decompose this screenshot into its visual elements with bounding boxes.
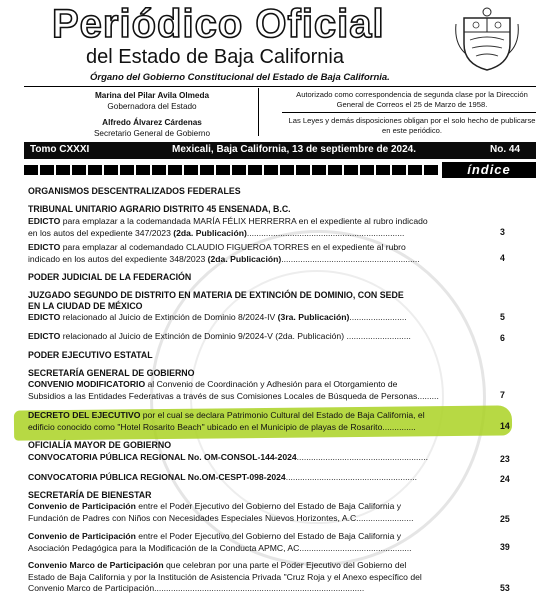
authorization-note: Autorizado como correspondencia de segunda clase por la Dirección General de Correos el 25 de Marzo de 1958. bbox=[296, 90, 528, 109]
issue-bar bbox=[24, 142, 536, 159]
issue-place-date: Mexicali, Baja California, 13 de septiembre de 2024. bbox=[172, 144, 416, 155]
page-number: 3 bbox=[500, 227, 505, 237]
list-item[interactable]: EDICTO para emplazar al codemandado CLAUDIO FIGUEROA TORRES en el expediente al rubro indicado en los autos del expediente 348/2023 (2da. Publicación).......................................................... bbox=[28, 242, 420, 264]
page-number: 24 bbox=[500, 474, 510, 484]
list-item[interactable]: Convenio de Participación entre el Poder Ejecutivo del Gobierno del Estado de Baja California y Fundación de Padres con Niños con Necesidades Especiales Nuevos Horizontes, A.C........................ bbox=[28, 501, 414, 523]
indice-label: índice bbox=[442, 162, 536, 178]
list-item[interactable]: EDICTO relacionado al Juicio de Extinción de Dominio 9/2024-V (2da. Publicación) ........................... bbox=[28, 331, 411, 341]
list-item-highlighted[interactable]: DECRETO DEL EJECUTIVO por el cual se declara Patrimonio Cultural del Estado de Baja California, el edificio conocido como "Hotel Rosarito Beach" ubicado en el Municipio de playas de Rosarito.............. bbox=[28, 410, 425, 432]
state-seal-icon bbox=[452, 4, 522, 74]
list-item[interactable]: CONVOCATORIA PÚBLICA REGIONAL No.OM-CESPT-098-2024....................................................... bbox=[28, 472, 418, 482]
officials-left bbox=[24, 86, 280, 139]
list-item[interactable]: Convenio Marco de Participación que celebran por una parte el Poder Ejecutivo del Gobierno del Estado de Baja California y por la Institución de Asistencia Privada "Cruz Roja y el Anexo específico del Convenio Marco de Participación........................................................................................ bbox=[28, 560, 422, 593]
page-number: 6 bbox=[500, 333, 505, 343]
entity-heading: OFICIALÍA MAYOR DE GOBIERNO bbox=[28, 440, 172, 450]
laws-note: Las Leyes y demás disposiciones obligan por el solo hecho de publicarse en este periódico. bbox=[288, 116, 536, 135]
page-number: 7 bbox=[500, 390, 505, 400]
page-number: 4 bbox=[500, 253, 505, 263]
indice-stripes bbox=[24, 165, 439, 175]
list-item[interactable]: EDICTO para emplazar a la codemandada MARÍA FÉLIX HERRERRA en el expediente al rubro indicado en los autos del expediente 347/2023 (2da. Publicación).................................................................. bbox=[28, 216, 428, 238]
secretary-name: Alfredo Álvarez Cárdenas bbox=[102, 118, 202, 127]
entity-heading: JUZGADO SEGUNDO DE DISTRITO EN MATERIA DE EXTINCIÓN DE DOMINIO, CON SEDE bbox=[28, 290, 404, 300]
entity-heading: SECRETARÍA DE BIENESTAR bbox=[28, 490, 152, 500]
list-item[interactable]: EDICTO relacionado al Juicio de Extinción de Dominio 8/2024-IV (3ra. Publicación)........................ bbox=[28, 312, 407, 322]
issue-number: No. 44 bbox=[490, 144, 521, 155]
page-number: 23 bbox=[500, 454, 510, 464]
governor-title: Gobernadora del Estado bbox=[107, 102, 197, 111]
entity-heading: EN LA CIUDAD DE MÉXICO bbox=[28, 301, 143, 311]
page-number: 39 bbox=[500, 542, 510, 552]
section-heading: PODER JUDICIAL DE LA FEDERACIÓN bbox=[28, 272, 192, 282]
page-number: 5 bbox=[500, 312, 505, 322]
list-item[interactable]: Convenio de Participación entre el Poder Ejecutivo del Gobierno del Estado de Baja California y Asociación Pedagógica para la Modificación de la Conducta APMC, AC............................................... bbox=[28, 531, 412, 553]
page-number: 53 bbox=[500, 583, 510, 593]
organo-line: Órgano del Gobierno Constitucional del Estado de Baja California. bbox=[90, 72, 390, 83]
rule-mid bbox=[282, 112, 536, 113]
list-item[interactable]: CONVOCATORIA PÚBLICA REGIONAL No. OM-CONSOL-144-2024....................................................... bbox=[28, 452, 428, 462]
newspaper-subtitle: del Estado de Baja California bbox=[86, 46, 344, 68]
section-heading: PODER EJECUTIVO ESTATAL bbox=[28, 350, 153, 360]
masthead bbox=[0, 0, 560, 86]
page-number: 25 bbox=[500, 514, 510, 524]
section-heading: ORGANISMOS DESCENTRALIZADOS FEDERALES bbox=[28, 186, 241, 196]
entity-heading: SECRETARÍA GENERAL DE GOBIERNO bbox=[28, 368, 195, 378]
newspaper-title: Periódico Oficial bbox=[52, 2, 385, 46]
officials-block bbox=[24, 86, 536, 136]
secretary-title: Secretario General de Gobierno bbox=[93, 129, 211, 138]
entity-heading: TRIBUNAL UNITARIO AGRARIO DISTRITO 45 ENSENADA, B.C. bbox=[28, 204, 291, 214]
issue-tomo: Tomo CXXXI bbox=[30, 144, 90, 155]
officials-divider bbox=[258, 88, 259, 136]
officials-right bbox=[288, 86, 536, 142]
indice-bar bbox=[24, 162, 536, 178]
governor-name: Marina del Pilar Avila Olmeda bbox=[94, 91, 210, 100]
list-item[interactable]: CONVENIO MODIFICATORIO al Convenio de Coordinación y Adhesión para el Otorgamiento de Subsidios a las Entidades Federativas a través de sus Comisiones Locales de Búsqueda de Personas......... bbox=[28, 379, 439, 401]
page-number: 14 bbox=[500, 421, 510, 431]
